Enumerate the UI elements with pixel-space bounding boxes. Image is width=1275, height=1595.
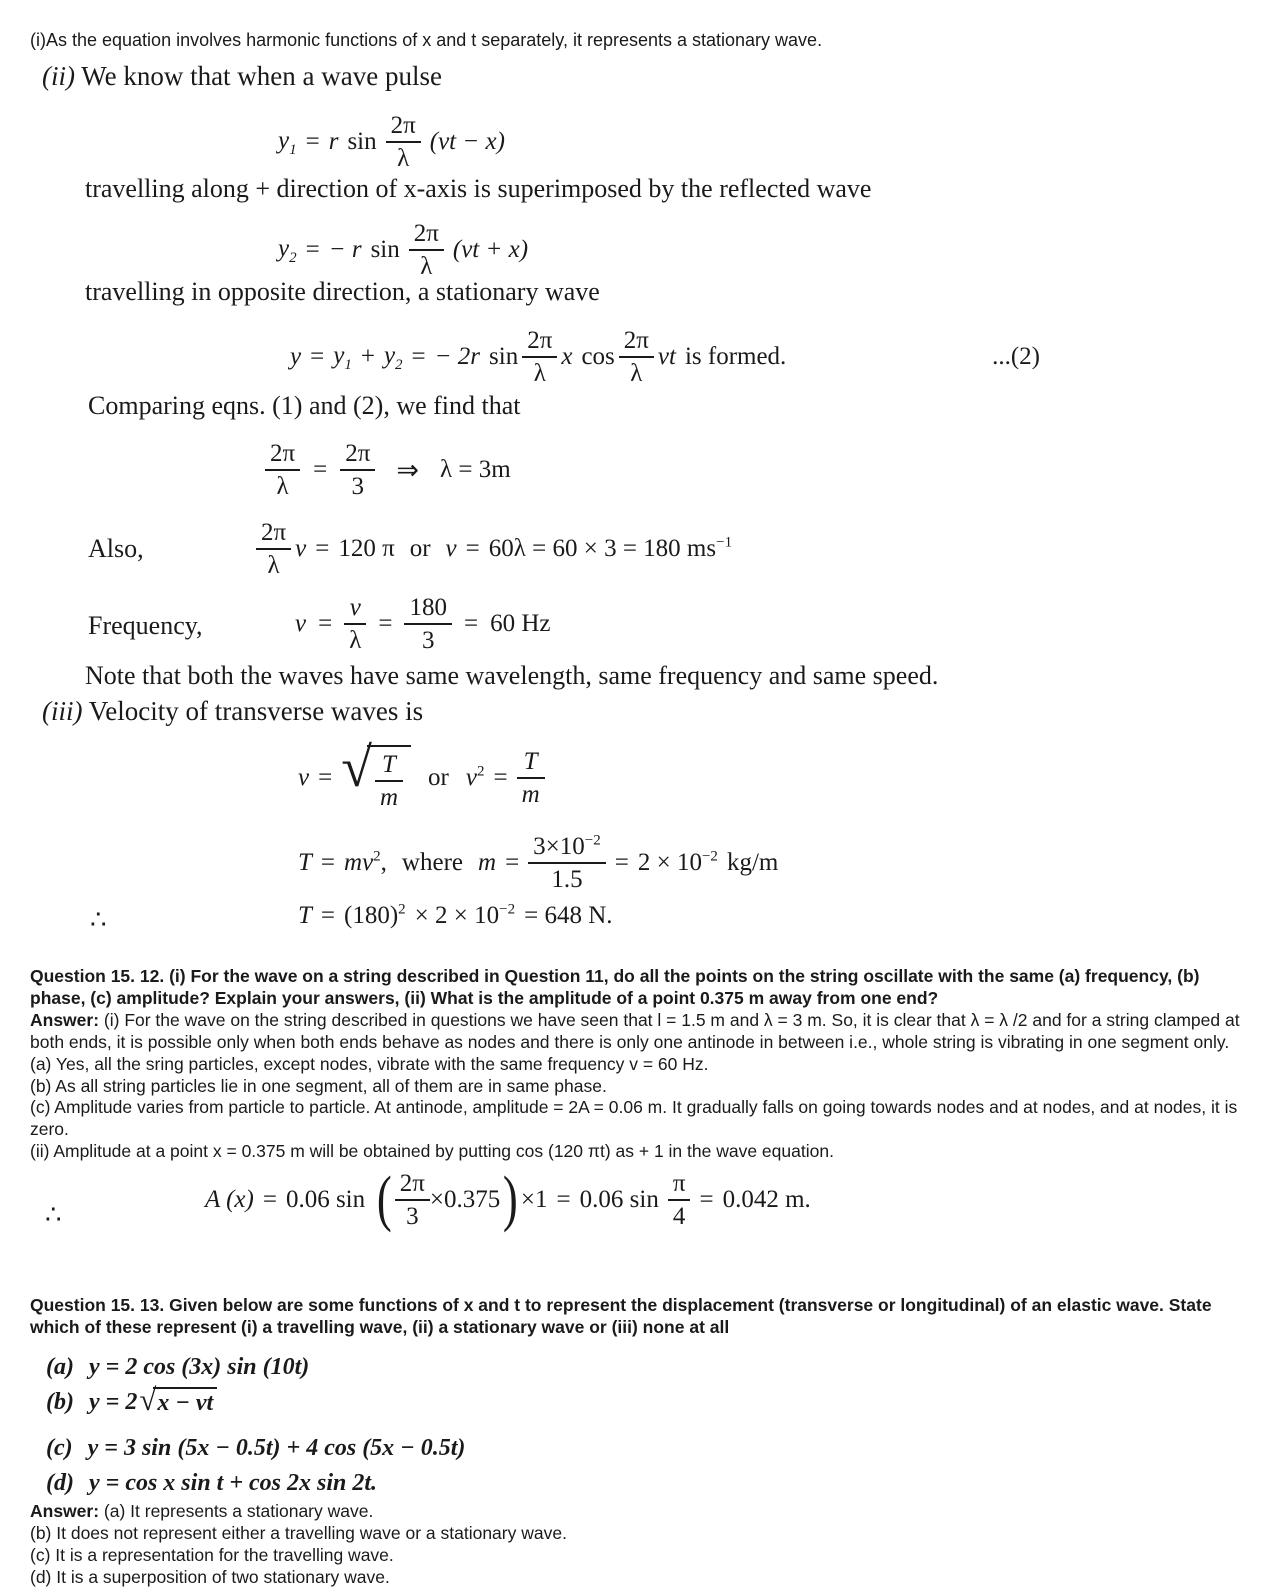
math-token: 0.042 m. — [722, 1186, 811, 1213]
answer-label: Answer: — [30, 1009, 100, 1030]
answer-line-a: Answer: (a) It represents a stationary wave. — [30, 1501, 374, 1521]
list-marker: (c) — [46, 1435, 73, 1461]
item-body: y = cos x sin t + cos 2x sin 2t. — [88, 1470, 378, 1496]
equation-tension-mass — [298, 833, 778, 893]
math-token: $y_2$ — [278, 234, 297, 266]
math-token: (vt + x) — [452, 236, 529, 263]
math-token: or — [409, 535, 431, 562]
list-marker: (a) — [46, 1354, 74, 1380]
fraction: $\frac{2\pi}{\lambda}$ — [265, 440, 300, 500]
equation-velocity — [298, 737, 545, 811]
equation-number: ...(2) — [992, 343, 1040, 370]
list-marker: (ii) — [42, 61, 75, 91]
math-token: $mv^2$, — [344, 848, 387, 876]
math-token: $v^2$ — [465, 763, 485, 791]
paragraph-travelling-opposite: travelling in opposite direction, a stationary wave — [85, 277, 600, 306]
math-group: sin $\frac{2\pi}{\lambda}$ x — [489, 327, 573, 387]
answer-label: Answer: — [30, 1501, 100, 1521]
statement-ii-text: We know that when a wave pulse — [81, 61, 442, 91]
fraction: $\frac{T}{m}$ — [517, 748, 545, 808]
equation-y1 — [278, 112, 505, 172]
math-group: $\frac{2\pi}{\lambda}$ v — [256, 519, 306, 579]
equation-frequency — [295, 594, 550, 654]
statement-iii-text: Velocity of transverse waves is — [88, 696, 424, 726]
math-token: $y_1$ — [333, 341, 352, 373]
radical-sign-icon: √ — [139, 1382, 157, 1417]
fraction: $\frac{2\pi}{3}$ — [340, 440, 375, 500]
math-token: = — [463, 610, 479, 637]
math-token: m — [478, 849, 497, 876]
math-token: = — [318, 764, 333, 791]
fraction: $\frac{2\pi}{\lambda}$ — [619, 327, 654, 387]
math-token: A (x) — [205, 1186, 254, 1213]
answer-point-ii: (ii) Amplitude at a point x = 0.375 m will be obtained by putting cos (120 πt) as + 1 in the wave equation. — [30, 1141, 834, 1162]
fraction: $\frac{2\pi}{\lambda}$ — [386, 112, 421, 172]
paren-close-icon: ) — [503, 1165, 519, 1234]
fraction: $\frac{v}{\lambda}$ — [344, 594, 366, 654]
math-token: = — [556, 1186, 571, 1213]
equation-lambda — [265, 440, 511, 500]
math-token: kg/m — [726, 849, 779, 876]
math-token: 60 Hz — [490, 610, 551, 637]
math-token: or — [428, 764, 449, 791]
equation-y2 — [278, 220, 528, 280]
statement-iii — [42, 696, 423, 727]
answer-point-a: (a) Yes, all the sring particles, except nodes, vibrate with the same frequency v = 60 Hz. — [30, 1053, 709, 1074]
math-token: = — [318, 610, 333, 637]
math-token: = — [320, 902, 336, 929]
paragraph-note: Note that both the waves have same wavelength, same frequency and same speed. — [85, 661, 939, 690]
also-label: Also, — [88, 534, 144, 563]
math-token: = — [320, 849, 336, 876]
math-token: 0.06 sin — [579, 1186, 659, 1213]
math-token: = — [378, 610, 393, 637]
math-token: v — [445, 535, 457, 562]
math-token: λ = 3m — [439, 456, 511, 483]
math-token: = 648 N. — [524, 902, 613, 929]
math-token: (vt − x) — [429, 128, 505, 155]
math-token: $y_1$ — [278, 126, 297, 158]
answer-line-b: (b) It does not represent either a travelling wave or a stationary wave. — [30, 1522, 567, 1543]
frequency-label: Frequency, — [88, 611, 203, 640]
math-token: y — [290, 343, 302, 370]
math-token: = — [313, 456, 328, 483]
answer-line-c: (c) It is a representation for the travelling wave. — [30, 1544, 394, 1565]
fraction: $\frac{2\pi}{\lambda}$ — [522, 327, 557, 387]
math-token: = — [493, 764, 508, 791]
math-token: 0.06 sin — [285, 1186, 366, 1213]
paragraph-travelling-along: travelling along + direction of x-axis is superimposed by the reflected wave — [85, 174, 872, 203]
statement-ii — [42, 61, 442, 92]
math-token: sin — [347, 128, 377, 155]
math-token: where — [401, 849, 463, 876]
math-token: $y_2$ — [383, 341, 403, 373]
equation-superposition — [290, 327, 1040, 387]
math-group: cos $\frac{2\pi}{\lambda}$ vt — [581, 327, 676, 387]
item-body: y = 2 √ x − vt — [89, 1387, 217, 1418]
therefore-sign: ∴ — [45, 1200, 62, 1229]
math-token: = — [310, 343, 325, 370]
math-token: = — [465, 535, 480, 562]
list-marker: (d) — [46, 1470, 74, 1496]
answer-point-b: (b) As all string particles lie in one segment, all of them are in same phase. — [30, 1075, 607, 1096]
wave-function-item-b — [46, 1382, 217, 1418]
fraction: $\frac{\pi}{4}$ — [668, 1170, 691, 1230]
math-token: = — [614, 849, 629, 876]
math-token: = — [411, 343, 426, 370]
fraction: $\frac{T}{m}$ — [375, 751, 403, 811]
math-token: = — [699, 1186, 714, 1213]
radical-sign-icon: √ — [341, 737, 372, 799]
wave-function-item-d — [46, 1470, 377, 1497]
math-token: v — [298, 764, 310, 791]
math-token: × $2 \times 10^{-2}$ — [414, 901, 516, 929]
math-token: + — [360, 343, 375, 370]
math-token: = — [305, 236, 320, 263]
equation-wave-speed — [256, 519, 732, 579]
fraction: $\frac{180}{3}$ — [404, 594, 452, 654]
question-heading: Question 15. 12. (i) For the wave on a string described in Question 11, do all the points on the string oscillate with the same (a) frequency, (b) phase, (c) amplitude? Explain your answers, (ii) What is the amplitude of a point 0.375 m away from one end? — [30, 966, 1200, 1008]
math-token: v — [295, 610, 307, 637]
math-token: $2 \times 10^{-2}$ — [637, 848, 718, 876]
fraction: $\frac{2\pi}{\lambda}$ — [409, 220, 444, 280]
math-group: ( $\frac{2\pi}{3}$ ×0.375 ) ×1 — [377, 1165, 548, 1234]
math-token: = — [315, 535, 330, 562]
statement-i: (i)As the equation involves harmonic functions of x and t separately, it represents a stationary wave. — [30, 30, 823, 50]
therefore-sign: ∴ — [90, 905, 107, 934]
question-15-13 — [30, 1295, 1250, 1339]
math-token: is formed. — [684, 343, 787, 370]
answer-15-13 — [30, 1501, 1250, 1589]
math-token: 120 π — [338, 535, 395, 562]
implies-arrow-icon: ⇒ — [396, 454, 419, 485]
equation-amplitude — [205, 1165, 811, 1234]
paragraph-comparing: Comparing eqns. (1) and (2), we find that — [88, 391, 521, 420]
math-token: = — [262, 1186, 277, 1213]
item-body: y = 3 sin (5x − 0.5t) + 4 cos (5x − 0.5t) — [87, 1435, 466, 1461]
equation-tension-result — [298, 902, 613, 930]
math-token: − 2r — [434, 343, 481, 370]
item-body: y = 2 cos (3x) sin (10t) — [88, 1354, 310, 1380]
wave-function-item-a — [46, 1354, 309, 1381]
question-15-12 — [30, 966, 1250, 1163]
square-root — [341, 737, 411, 811]
wave-function-item-c — [46, 1435, 465, 1462]
math-token: T — [298, 902, 312, 929]
math-token: r — [328, 128, 339, 155]
paren-open-icon: ( — [377, 1165, 392, 1234]
fraction: $\frac{2\pi}{3}$ — [395, 1170, 430, 1230]
math-token: = — [505, 849, 520, 876]
fraction: $\frac{3\times 10^{-2}}{1.5}$ — [528, 833, 606, 893]
math-token: T — [298, 849, 312, 876]
math-token: − r — [328, 236, 362, 263]
math-token: sin — [370, 236, 400, 263]
answer-paragraph: Answer: (i) For the wave on the string described in questions we have seen that l = 1.5 m and λ = 3 m. So, it is clear that λ = λ /2 and for a string clamped at both ends, it is possible only when both ends behave as nodes and there is only one antinode in between i.e., whole string is vibrating in one segment only. — [30, 1009, 1240, 1052]
answer-line-d: (d) It is a superposition of two stationary wave. — [30, 1566, 390, 1587]
math-token: = — [305, 128, 320, 155]
math-token: $(180)^2$ — [344, 901, 406, 929]
square-root: √ x − vt — [139, 1387, 217, 1418]
answer-point-c: (c) Amplitude varies from particle to particle. At antinode, amplitude = 2A = 0.06 m. It gradually falls on going towards nodes and at nodes, and at nodes, it is zero. — [30, 1097, 1238, 1140]
fraction: $\frac{2\pi}{\lambda}$ — [256, 519, 291, 579]
math-token: 60λ = 60 × 3 = 180 $ms^{-1}$ — [488, 534, 733, 562]
list-marker: (iii) — [42, 696, 83, 726]
list-marker: (b) — [46, 1389, 74, 1415]
question-heading: Question 15. 13. Given below are some functions of x and t to represent the displacement (transverse or longitudinal) of an elastic wave. State which of these represent (i) a travelling wave, (ii) a stationary wave or (iii) none at all — [30, 1295, 1212, 1337]
